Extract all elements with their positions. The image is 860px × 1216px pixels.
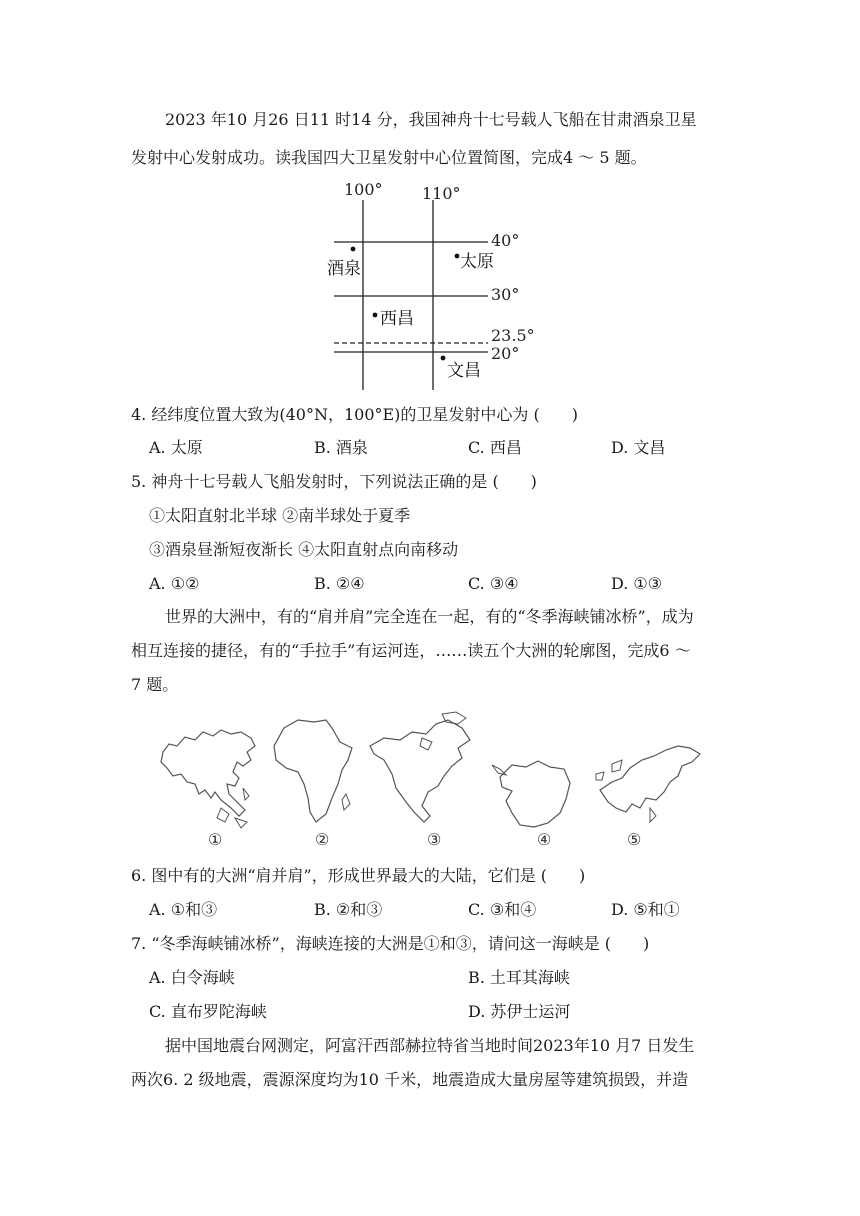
q5-stem: 5. 神舟十七号载人飞船发射时，下列说法正确的是 ( ) (131, 472, 537, 491)
lon-100-label: 100° (344, 180, 383, 199)
q7-option-d: D. 苏伊士运河 (468, 1002, 571, 1021)
continent-number-3: ③ (427, 830, 442, 849)
q6-option-a: A. ①和③ (149, 900, 218, 919)
wenchang-dot (441, 356, 446, 361)
q7-option-a: A. 白令海峡 (149, 968, 235, 987)
q5-option-c: C. ③④ (468, 574, 519, 593)
xichang-dot (373, 313, 378, 318)
q6-option-d: D. ⑤和① (611, 900, 680, 919)
intro2-line3: 7 题。 (131, 675, 179, 694)
q5-statements-2: ③酒泉昼渐短夜渐长 ④太阳直射点向南移动 (149, 540, 459, 559)
q6-stem: 6. 图中有的大洲“肩并肩”，形成世界最大的大陆，它们是 ( ) (131, 866, 586, 885)
q4-option-d: D. 文昌 (611, 438, 666, 457)
intro3-line2: 两次6. 2 级地震，震源深度均为10 千米，地震造成大量房屋等建筑损毁，并造 (131, 1070, 689, 1089)
q4-stem: 4. 经纬度位置大致为(40°N，100°E)的卫星发射中心为 ( ) (131, 405, 578, 424)
lat-30-label: 30° (491, 285, 520, 304)
q5-statements-1: ①太阳直射北半球 ②南半球处于夏季 (149, 506, 411, 525)
q4-option-c: C. 西昌 (468, 438, 522, 457)
wenchang-label: 文昌 (447, 361, 481, 381)
asia-outline (155, 722, 260, 832)
intro1-line1: 2023 年10 月26 日11 时14 分，我国神舟十七号载人飞船在甘肃酒泉卫星 (165, 110, 697, 129)
jiuquan-label: 酒泉 (327, 259, 361, 279)
lat-235-label: 23.5° (491, 326, 535, 345)
africa-outline (270, 714, 360, 829)
intro1-line2: 发射中心发射成功。读我国四大卫星发射中心位置简图，完成4 ～ 5 题。 (131, 148, 647, 167)
lon-110-label: 110° (422, 184, 461, 203)
intro2-line2: 相互连接的捷径，有的“手拉手”有运河连，……读五个大洲的轮廓图，完成6 ～ (131, 641, 691, 660)
continent-number-4: ④ (537, 830, 552, 849)
q7-option-c: C. 直布罗陀海峡 (149, 1002, 267, 1021)
q4-option-b: B. 酒泉 (314, 438, 368, 457)
xichang-label: 西昌 (380, 309, 414, 329)
continent-number-1: ① (208, 830, 223, 849)
north-america-outline (366, 710, 476, 830)
continent-number-5: ⑤ (627, 830, 642, 849)
intro3-line1: 据中国地震台网测定，阿富汗西部赫拉特省当地时间2023年10 月7 日发生 (165, 1036, 695, 1055)
antarctica-outline (490, 755, 575, 835)
q7-option-b: B. 土耳其海峡 (468, 968, 570, 987)
launch-center-map (320, 178, 550, 393)
q5-option-a: A. ①② (149, 574, 200, 593)
lat-20-label: 20° (491, 344, 520, 363)
q6-option-b: B. ②和③ (314, 900, 383, 919)
europe-outline (592, 738, 704, 830)
lat-40-label: 40° (491, 231, 520, 250)
jiuquan-dot (351, 247, 356, 252)
q6-option-c: C. ③和④ (468, 900, 537, 919)
continent-number-2: ② (315, 830, 330, 849)
taiyuan-dot (455, 254, 460, 259)
q5-option-d: D. ①③ (611, 574, 663, 593)
q7-stem: 7. “冬季海峡铺冰桥”，海峡连接的大洲是①和③，请问这一海峡是 ( ) (131, 934, 650, 953)
q4-option-a: A. 太原 (149, 438, 203, 457)
intro2-line1: 世界的大洲中，有的“肩并肩”完全连在一起，有的“冬季海峡铺冰桥”，成为 (165, 607, 694, 626)
taiyuan-label: 太原 (460, 252, 494, 272)
q5-option-b: B. ②④ (314, 574, 365, 593)
